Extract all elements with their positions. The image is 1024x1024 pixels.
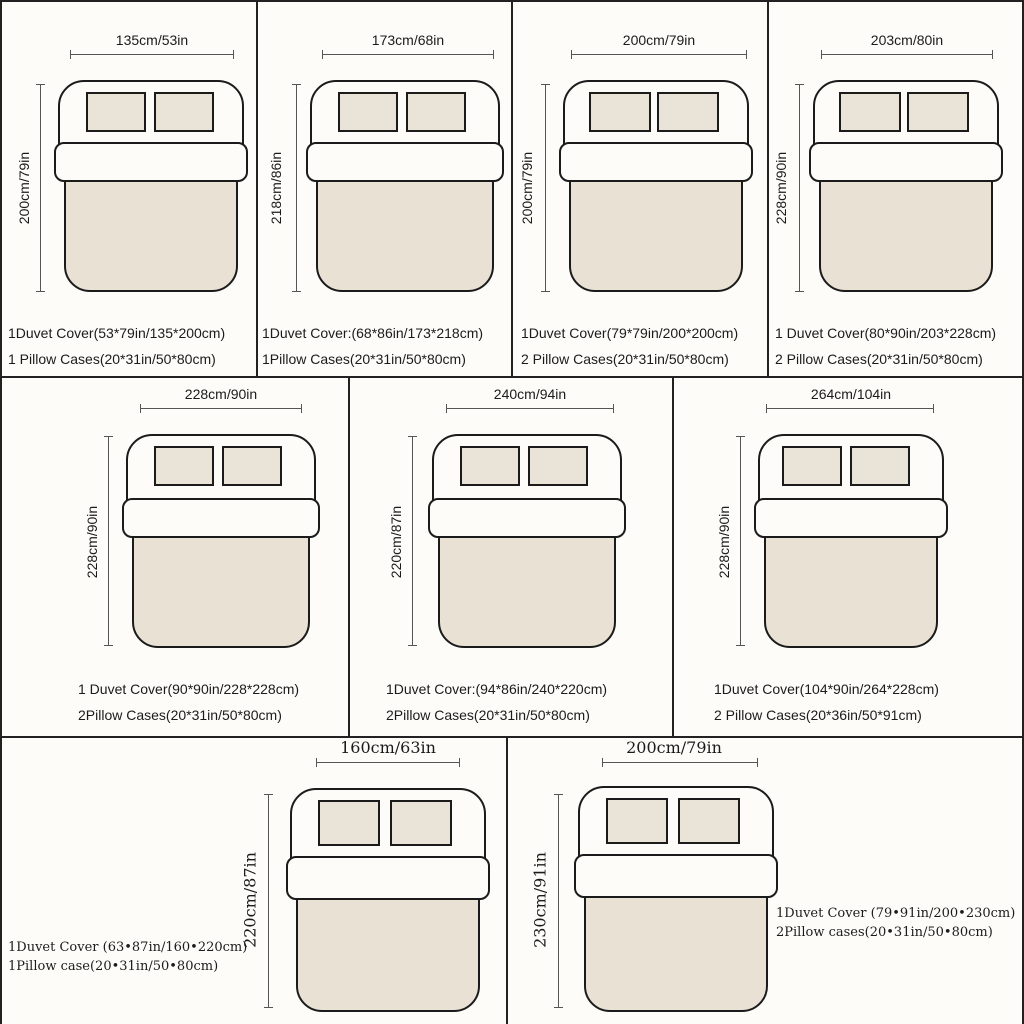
height-dimension-line xyxy=(740,436,741,646)
pillow xyxy=(222,446,282,486)
duvet-spec: 1Duvet Cover(104*90in/264*228cm) xyxy=(714,681,939,697)
duvet-fold xyxy=(122,498,320,538)
bed-illustration xyxy=(758,434,944,648)
bed-illustration xyxy=(563,80,749,292)
bed-illustration xyxy=(578,786,774,1012)
pillow xyxy=(154,446,214,486)
height-label: 230cm/91in xyxy=(530,852,550,948)
spec-text xyxy=(714,676,939,728)
duvet-fold xyxy=(559,142,753,182)
pillow xyxy=(606,798,668,844)
height-label: 220cm/87in xyxy=(388,505,404,579)
pillow-spec: 2Pillow Cases(20*31in/50*80cm) xyxy=(78,707,282,723)
size-panel-8 xyxy=(0,736,508,1024)
height-label: 218cm/86in xyxy=(268,151,284,225)
pillow-spec: 2Pillow cases(20•31in/50•80cm) xyxy=(776,925,993,940)
width-dimension-line xyxy=(446,408,614,409)
bed-illustration xyxy=(813,80,999,292)
duvet-spec: 1Duvet Cover(79*79in/200*200cm) xyxy=(521,325,739,341)
width-dimension-line xyxy=(316,762,460,763)
duvet-fold xyxy=(306,142,504,182)
duvet-spec: 1 Duvet Cover(90*90in/228*228cm) xyxy=(78,681,300,697)
duvet-spec: 1Duvet Cover:(68*86in/173*218cm) xyxy=(262,325,484,341)
pillow-spec: 2 Pillow Cases(20*36in/50*91cm) xyxy=(714,707,922,723)
size-panel-2 xyxy=(256,0,513,378)
width-label: 160cm/63in xyxy=(340,738,436,757)
height-dimension-line xyxy=(412,436,413,646)
bed-illustration xyxy=(126,434,316,648)
pillow xyxy=(850,446,910,486)
height-label: 228cm/90in xyxy=(716,505,732,579)
pillow xyxy=(657,92,719,132)
duvet-spec: 1Duvet Cover(53*79in/135*200cm) xyxy=(8,325,226,341)
duvet-spec: 1Duvet Cover (63•87in/160•220cm) xyxy=(8,940,248,955)
pillow xyxy=(839,92,901,132)
height-dimension-line xyxy=(108,436,109,646)
width-label: 203cm/80in xyxy=(870,32,944,48)
pillow-spec: 2 Pillow Cases(20*31in/50*80cm) xyxy=(775,351,983,367)
spec-text xyxy=(521,320,738,372)
pillow xyxy=(318,800,380,846)
spec-text xyxy=(776,904,1015,942)
duvet-fold xyxy=(809,142,1003,182)
width-dimension-line xyxy=(70,54,234,55)
pillow xyxy=(528,446,588,486)
width-label: 135cm/53in xyxy=(115,32,189,48)
duvet-fold xyxy=(286,856,490,900)
spec-text xyxy=(8,320,225,372)
width-label: 200cm/79in xyxy=(622,32,696,48)
width-label: 228cm/90in xyxy=(184,386,258,402)
height-label: 228cm/90in xyxy=(84,505,100,579)
duvet-fold xyxy=(428,498,626,538)
height-dimension-line xyxy=(558,794,559,1008)
duvet-spec: 1Duvet Cover (79•91in/200•230cm) xyxy=(776,906,1016,921)
width-label: 200cm/79in xyxy=(626,738,722,757)
duvet-spec: 1Duvet Cover:(94*86in/240*220cm) xyxy=(386,681,608,697)
pillow xyxy=(678,798,740,844)
duvet-fold xyxy=(54,142,248,182)
width-dimension-line xyxy=(571,54,747,55)
size-panel-1 xyxy=(0,0,258,378)
height-label: 228cm/90in xyxy=(773,151,789,225)
pillow-spec: 2Pillow Cases(20*31in/50*80cm) xyxy=(386,707,590,723)
pillow xyxy=(338,92,398,132)
pillow-spec: 1 Pillow Cases(20*31in/50*80cm) xyxy=(8,351,216,367)
height-dimension-line xyxy=(296,84,297,292)
pillow xyxy=(86,92,146,132)
height-label: 200cm/79in xyxy=(16,151,32,225)
size-panel-3 xyxy=(511,0,769,378)
height-dimension-line xyxy=(545,84,546,292)
bed-illustration xyxy=(310,80,500,292)
pillow xyxy=(907,92,969,132)
width-label: 240cm/94in xyxy=(493,386,567,402)
pillow xyxy=(782,446,842,486)
duvet-fold xyxy=(574,854,778,898)
width-dimension-line xyxy=(602,762,758,763)
duvet-spec: 1 Duvet Cover(80*90in/203*228cm) xyxy=(775,325,997,341)
bed-illustration xyxy=(58,80,244,292)
spec-text xyxy=(8,938,247,976)
spec-text xyxy=(78,676,299,728)
pillow-spec: 1Pillow Cases(20*31in/50*80cm) xyxy=(262,351,466,367)
spec-text xyxy=(386,676,607,728)
height-dimension-line xyxy=(799,84,800,292)
pillow-spec: 2 Pillow Cases(20*31in/50*80cm) xyxy=(521,351,729,367)
width-label: 264cm/104in xyxy=(810,386,892,402)
size-panel-4 xyxy=(767,0,1024,378)
bed-illustration xyxy=(432,434,622,648)
size-panel-9 xyxy=(506,736,1024,1024)
width-label: 173cm/68in xyxy=(371,32,445,48)
pillow xyxy=(154,92,214,132)
pillow xyxy=(406,92,466,132)
height-dimension-line xyxy=(268,794,269,1008)
width-dimension-line xyxy=(140,408,302,409)
height-label: 200cm/79in xyxy=(519,151,535,225)
pillow-spec: 1Pillow case(20•31in/50•80cm) xyxy=(8,959,219,974)
pillow xyxy=(589,92,651,132)
height-dimension-line xyxy=(40,84,41,292)
pillow xyxy=(460,446,520,486)
size-panel-5 xyxy=(0,376,350,738)
spec-text xyxy=(775,320,996,372)
height-label: 220cm/87in xyxy=(240,852,260,948)
width-dimension-line xyxy=(322,54,494,55)
bed-illustration xyxy=(290,788,486,1012)
spec-text xyxy=(262,320,483,372)
size-panel-6 xyxy=(348,376,674,738)
pillow xyxy=(390,800,452,846)
width-dimension-line xyxy=(766,408,934,409)
duvet-fold xyxy=(754,498,948,538)
size-panel-7 xyxy=(672,376,1024,738)
width-dimension-line xyxy=(821,54,993,55)
